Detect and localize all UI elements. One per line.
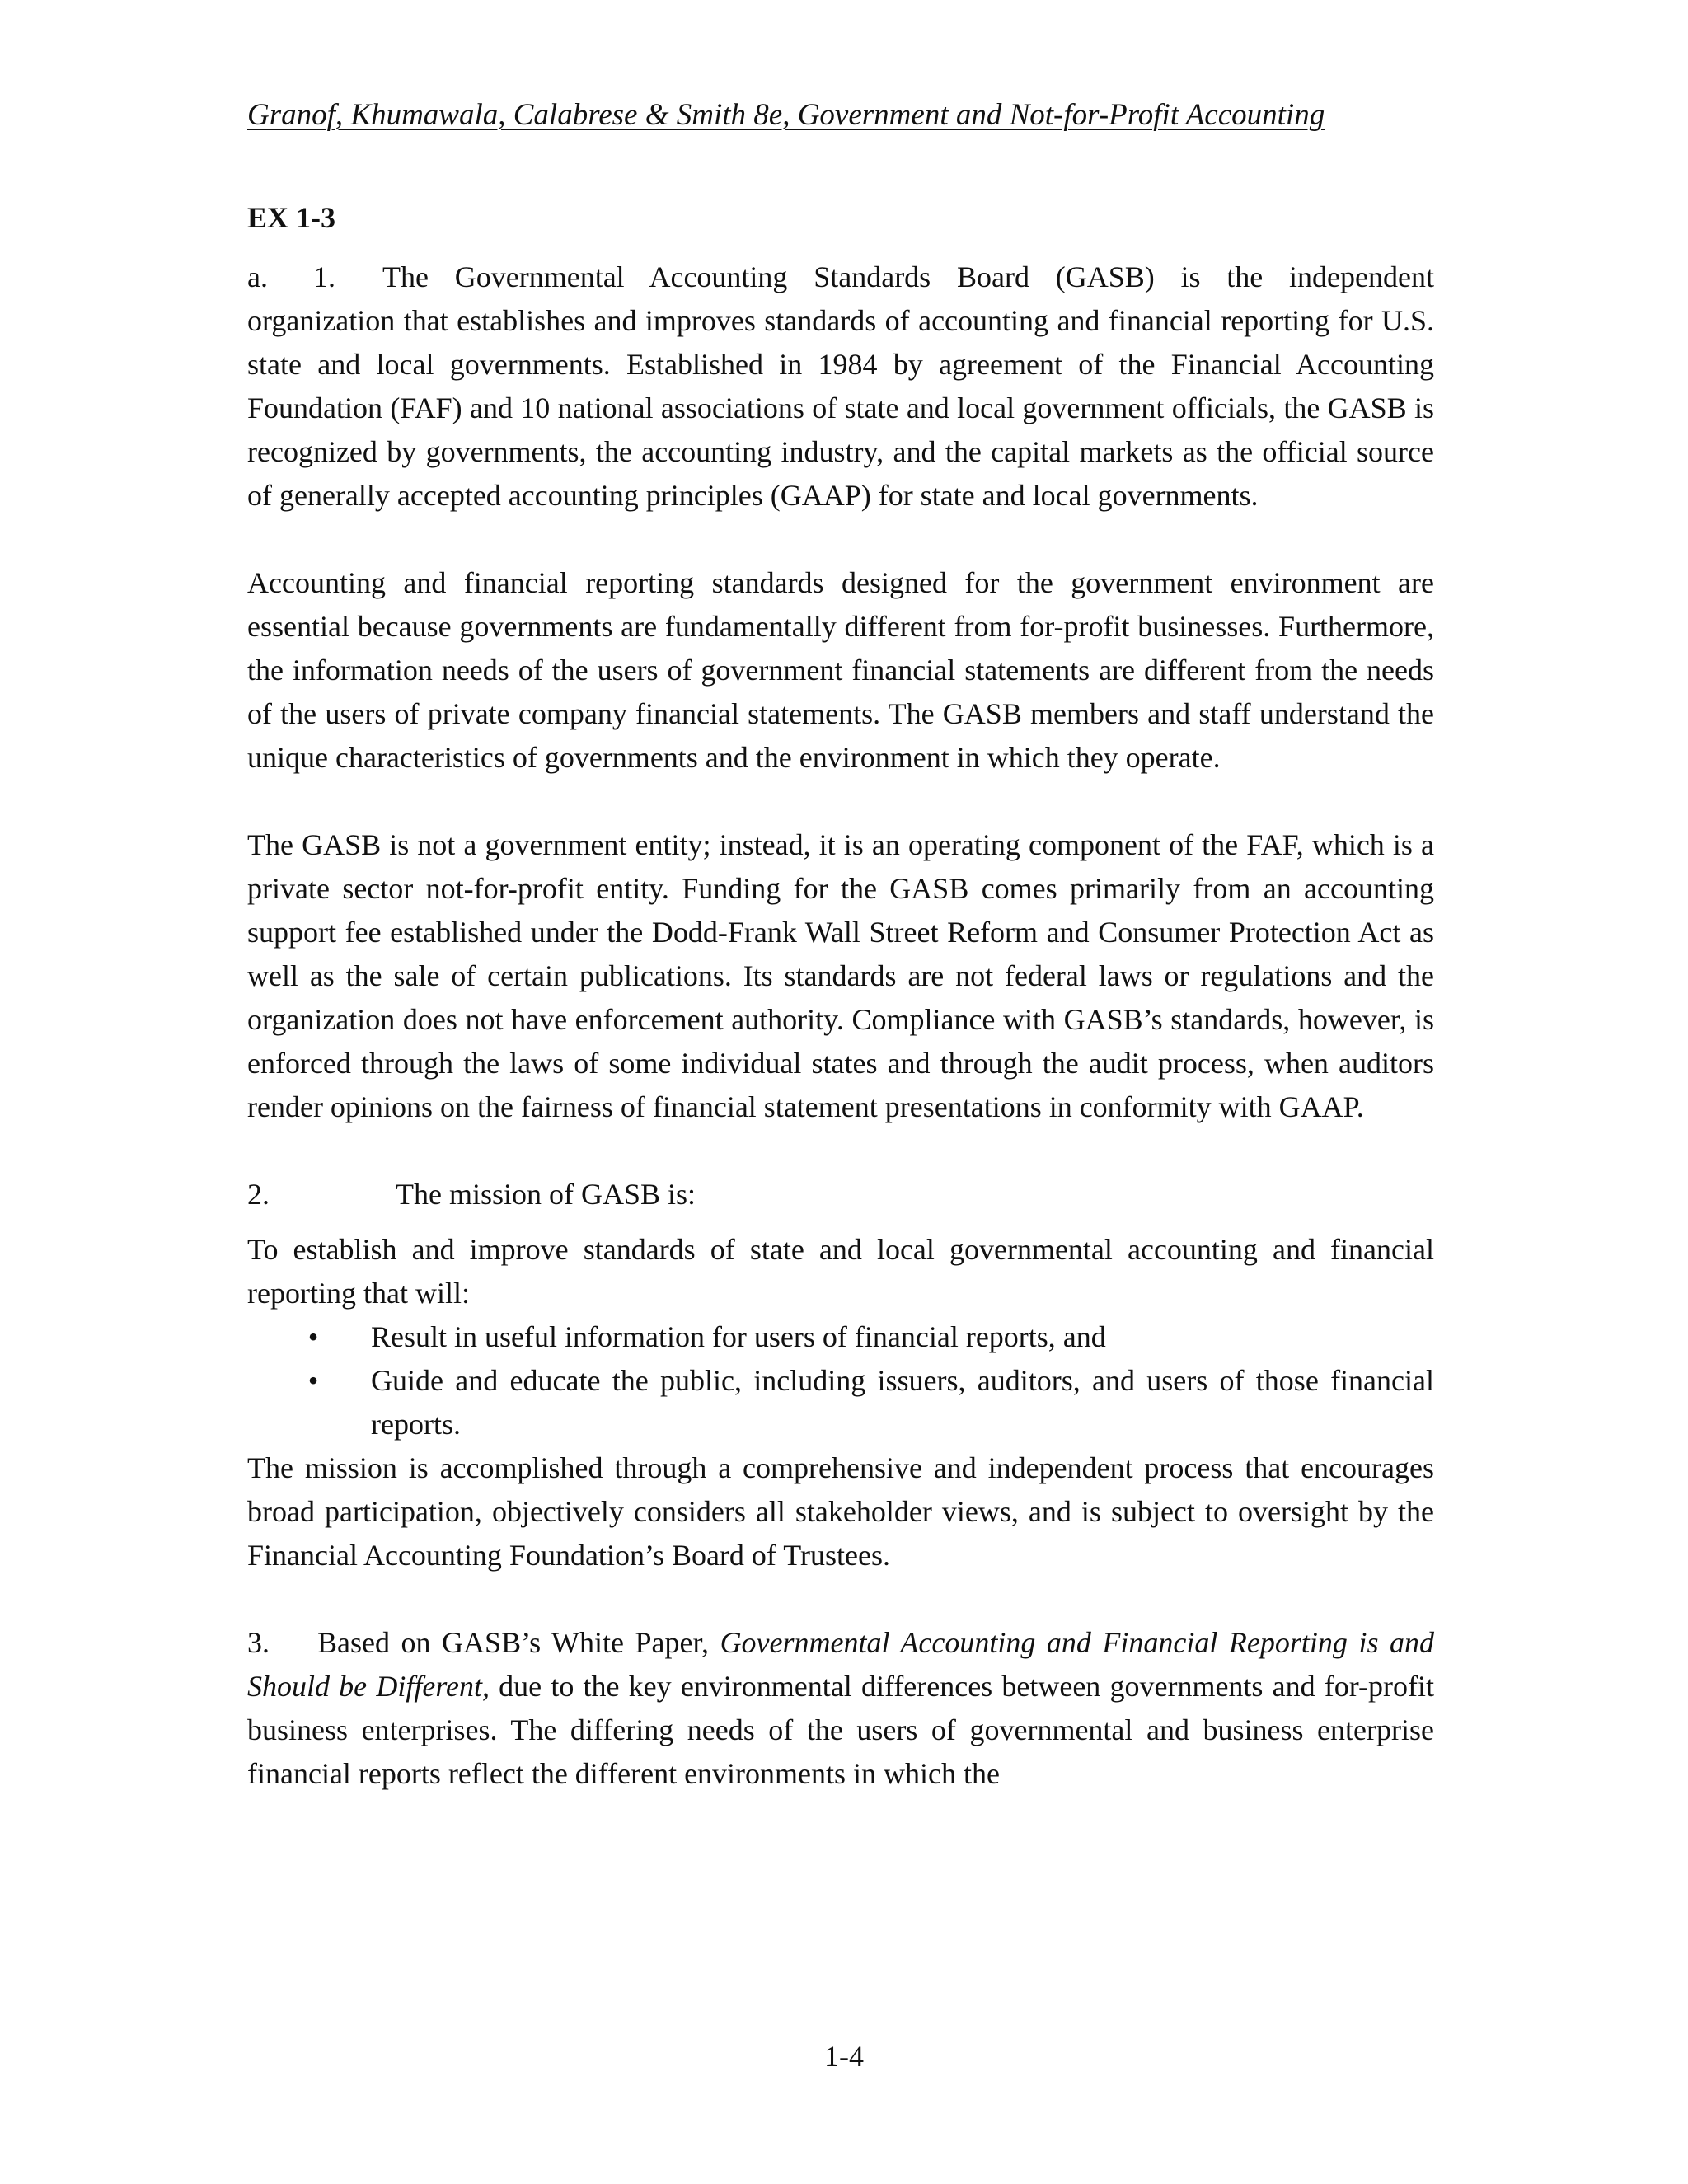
- list-item: [247, 1315, 1434, 1359]
- q3-rest: due to the key environmental differences between governments and for-profit business enterprises. The differing needs of the users of governmental and business enterprise financial reports reflect the different environments in which the: [247, 1670, 1434, 1790]
- q3-paragraph: [247, 1621, 1434, 1796]
- white-paper-title: Governmental Accounting and Financial Reporting is and Should be Different,: [247, 1626, 1435, 1703]
- q1-paragraph-2: Accounting and financial reporting standards designed for the government environment are essential because governments are fundamentally different from for-profit businesses. Furthermore, the information needs of the users of government financial statements are different from the needs of the users of private company financial statements. The GASB members and staff understand the unique characteristics of governments and the environment in which they operate.: [247, 566, 1434, 774]
- q2-number: 2.: [247, 1178, 270, 1211]
- bullet-text-2: Guide and educate the public, including issuers, auditors, and users of those financial reports.: [371, 1364, 1434, 1441]
- q1-text-1: The Governmental Accounting Standards Board (GASB) is the independent organization that establishes and improves standards of accounting and financial reporting for U.S. state and local governments. Established in 1984 by agreement of the Financial Accounting Foundation (FAF) and 10 national associations of state and local government officials, the GASB is recognized by governments, the accounting industry, and the capital markets as the official source of generally accepted accounting principles (GAAP) for state and local governments.: [247, 260, 1434, 512]
- q1-number: 1.: [313, 260, 335, 293]
- bullet-text-1: Result in useful information for users of financial reports, and: [371, 1320, 1106, 1353]
- q1-paragraph-1: [247, 255, 1434, 518]
- running-header: Granof, Khumawala, Calabrese & Smith 8e, Government and Not-for-Profit Accounting: [247, 98, 1325, 132]
- exercise-title: EX 1-3: [247, 201, 335, 234]
- q2-intro: To establish and improve standards of state and local governmental accounting and financial reporting that will:: [247, 1233, 1434, 1310]
- q2-heading-text: The mission of GASB is:: [396, 1178, 696, 1211]
- bullet-icon: •: [307, 1364, 319, 1397]
- q3-lead: Based on GASB’s White Paper,: [317, 1626, 710, 1659]
- page-number: 1-4: [824, 2040, 864, 2073]
- q2-heading: [247, 1173, 1434, 1216]
- part-label: a.: [247, 260, 268, 293]
- q2-closing: The mission is accomplished through a comprehensive and independent process that encourages broad participation, objectively considers all stakeholder views, and is subject to oversight by the Financial Accounting Foundation’s Board of Trustees.: [247, 1451, 1434, 1572]
- document-body: [247, 196, 1434, 1796]
- list-item: [247, 1359, 1434, 1446]
- q3-number: 3.: [247, 1626, 270, 1659]
- mission-bullet-list: [247, 1315, 1434, 1446]
- bullet-icon: •: [307, 1320, 319, 1353]
- q1-paragraph-3: The GASB is not a government entity; instead, it is an operating component of the FAF, which is a private sector not-for-profit entity. Funding for the GASB comes primarily from an accounting support fee established under the Dodd-Frank Wall Street Reform and Consumer Protection Act as well as the sale of certain publications. Its standards are not federal laws or regulations and the organization does not have enforcement authority. Compliance with GASB’s standards, however, is enforced through the laws of some individual states and through the audit process, when auditors render opinions on the fairness of financial statement presentations in conformity with GAAP.: [247, 828, 1434, 1123]
